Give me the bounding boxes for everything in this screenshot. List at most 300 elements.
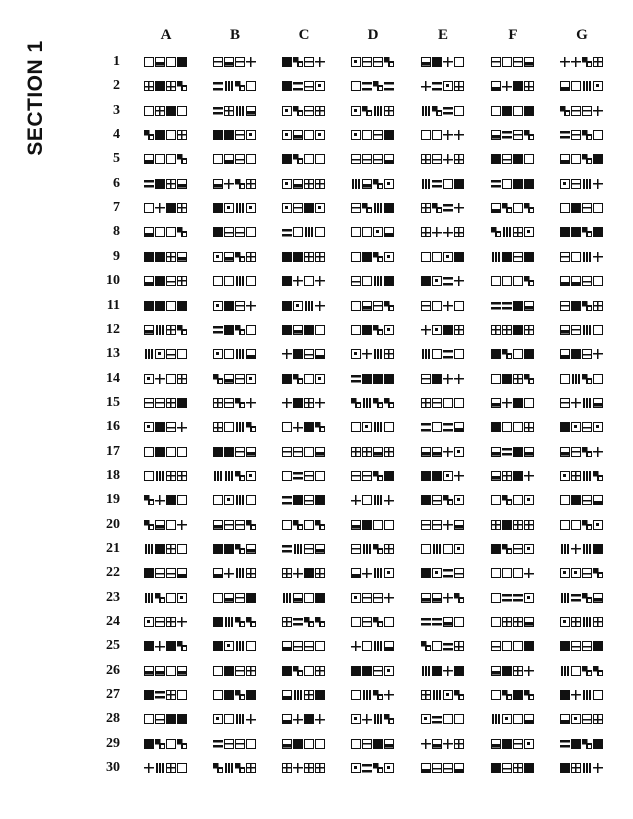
- filled-square-icon: [432, 471, 442, 481]
- dotted-box-icon: [560, 179, 570, 189]
- open-box-icon: [513, 203, 523, 213]
- open-box-icon: [304, 739, 314, 749]
- filled-square-icon: [362, 325, 372, 335]
- code-cell: [560, 494, 604, 506]
- plus-icon: [246, 57, 256, 67]
- hook-icon: [432, 203, 442, 213]
- code-cell: [213, 665, 257, 677]
- split-box-icon: [362, 154, 372, 164]
- triple-bar-icon: [144, 593, 154, 603]
- triple-bar-icon: [224, 763, 234, 773]
- code-cell: [491, 226, 535, 238]
- split-box-icon: [571, 325, 581, 335]
- code-cell: [491, 397, 535, 409]
- open-box-icon: [213, 690, 223, 700]
- hook-icon: [373, 81, 383, 91]
- double-bar-icon: [443, 422, 453, 432]
- plus-icon: [315, 276, 325, 286]
- triple-bar-icon: [373, 203, 383, 213]
- dotted-box-icon: [384, 666, 394, 676]
- bottom-filled-box-icon: [155, 57, 165, 67]
- filled-square-icon: [166, 714, 176, 724]
- hook-icon: [373, 179, 383, 189]
- hook-icon: [502, 495, 512, 505]
- code-cell: [144, 640, 188, 652]
- filled-square-icon: [282, 666, 292, 676]
- hook-icon: [373, 617, 383, 627]
- code-cell: [421, 738, 465, 750]
- dotted-box-icon: [351, 714, 361, 724]
- plus-icon: [443, 301, 453, 311]
- filled-square-icon: [282, 154, 292, 164]
- quartered-box-icon: [513, 666, 523, 676]
- filled-square-icon: [155, 179, 165, 189]
- filled-square-icon: [166, 203, 176, 213]
- filled-square-icon: [571, 301, 581, 311]
- triple-bar-icon: [373, 568, 383, 578]
- triple-bar-icon: [362, 690, 372, 700]
- code-cell: [421, 665, 465, 677]
- code-cell: [282, 640, 326, 652]
- dotted-box-icon: [384, 763, 394, 773]
- open-box-icon: [246, 154, 256, 164]
- hook-icon: [582, 301, 592, 311]
- bottom-filled-box-icon: [560, 81, 570, 91]
- quartered-box-icon: [524, 422, 534, 432]
- split-box-icon: [491, 57, 501, 67]
- triple-bar-icon: [235, 568, 245, 578]
- filled-square-icon: [144, 301, 154, 311]
- quartered-box-icon: [454, 641, 464, 651]
- bottom-filled-box-icon: [432, 447, 442, 457]
- dotted-box-icon: [351, 106, 361, 116]
- plus-icon: [362, 568, 372, 578]
- quartered-box-icon: [166, 398, 176, 408]
- split-box-icon: [582, 422, 592, 432]
- open-box-icon: [177, 495, 187, 505]
- code-cell: [351, 738, 395, 750]
- filled-square-icon: [282, 374, 292, 384]
- dotted-box-icon: [432, 276, 442, 286]
- triple-bar-icon: [582, 398, 592, 408]
- open-box-icon: [166, 447, 176, 457]
- quartered-box-icon: [282, 763, 292, 773]
- open-box-icon: [177, 763, 187, 773]
- open-box-icon: [166, 154, 176, 164]
- quartered-box-icon: [454, 739, 464, 749]
- hook-icon: [144, 520, 154, 530]
- plus-icon: [443, 666, 453, 676]
- quartered-box-icon: [315, 179, 325, 189]
- double-bar-icon: [502, 593, 512, 603]
- open-box-icon: [443, 714, 453, 724]
- code-cell: [421, 592, 465, 604]
- quartered-box-icon: [166, 179, 176, 189]
- filled-square-icon: [524, 763, 534, 773]
- code-cell: [282, 226, 326, 238]
- filled-square-icon: [513, 81, 523, 91]
- split-box-icon: [582, 714, 592, 724]
- row-number-9: 9: [113, 248, 120, 264]
- bottom-filled-box-icon: [155, 520, 165, 530]
- filled-square-icon: [384, 374, 394, 384]
- filled-square-icon: [524, 641, 534, 651]
- hook-icon: [235, 179, 245, 189]
- quartered-box-icon: [166, 81, 176, 91]
- open-box-icon: [177, 447, 187, 457]
- bottom-filled-box-icon: [246, 106, 256, 116]
- open-box-icon: [315, 641, 325, 651]
- triple-bar-icon: [155, 763, 165, 773]
- dotted-box-icon: [246, 130, 256, 140]
- open-box-icon: [593, 325, 603, 335]
- plus-icon: [443, 130, 453, 140]
- open-box-icon: [282, 422, 292, 432]
- hook-icon: [560, 106, 570, 116]
- split-box-icon: [235, 227, 245, 237]
- filled-square-icon: [560, 422, 570, 432]
- code-cell: [144, 519, 188, 531]
- filled-square-icon: [384, 276, 394, 286]
- dotted-box-icon: [593, 520, 603, 530]
- hook-icon: [593, 568, 603, 578]
- hook-icon: [491, 227, 501, 237]
- code-cell: [351, 129, 395, 141]
- split-box-icon: [235, 666, 245, 676]
- open-box-icon: [421, 544, 431, 554]
- hook-icon: [443, 495, 453, 505]
- open-box-icon: [571, 520, 581, 530]
- triple-bar-icon: [571, 374, 581, 384]
- split-box-icon: [582, 203, 592, 213]
- row-number-2: 2: [113, 78, 120, 94]
- filled-square-icon: [315, 593, 325, 603]
- split-box-icon: [432, 763, 442, 773]
- row-number-15: 15: [106, 394, 120, 410]
- code-cell: [282, 665, 326, 677]
- split-box-icon: [351, 471, 361, 481]
- code-cell: [421, 713, 465, 725]
- hook-icon: [454, 593, 464, 603]
- filled-square-icon: [282, 276, 292, 286]
- code-cell: [213, 251, 257, 263]
- code-cell: [491, 251, 535, 263]
- code-cell: [213, 324, 257, 336]
- triple-bar-icon: [235, 349, 245, 359]
- open-box-icon: [224, 714, 234, 724]
- code-cell: [351, 446, 395, 458]
- open-box-icon: [432, 641, 442, 651]
- plus-icon: [224, 568, 234, 578]
- open-box-icon: [502, 422, 512, 432]
- code-cell: [213, 348, 257, 360]
- open-box-icon: [282, 520, 292, 530]
- code-cell: [560, 713, 604, 725]
- plus-icon: [524, 568, 534, 578]
- plus-icon: [432, 227, 442, 237]
- quartered-box-icon: [571, 471, 581, 481]
- filled-square-icon: [513, 154, 523, 164]
- triple-bar-icon: [373, 276, 383, 286]
- bottom-filled-box-icon: [421, 447, 431, 457]
- filled-square-icon: [246, 593, 256, 603]
- filled-square-icon: [304, 203, 314, 213]
- row-number-22: 22: [106, 565, 120, 581]
- double-bar-icon: [443, 568, 453, 578]
- code-cell: [560, 519, 604, 531]
- dotted-box-icon: [315, 81, 325, 91]
- plus-icon: [571, 690, 581, 700]
- hook-icon: [315, 422, 325, 432]
- open-box-icon: [362, 641, 372, 651]
- bottom-filled-box-icon: [491, 471, 501, 481]
- filled-square-icon: [560, 227, 570, 237]
- open-box-icon: [213, 495, 223, 505]
- split-box-icon: [571, 447, 581, 457]
- quartered-box-icon: [362, 447, 372, 457]
- quartered-box-icon: [155, 106, 165, 116]
- split-box-icon: [571, 130, 581, 140]
- dotted-box-icon: [373, 227, 383, 237]
- row-number-1: 1: [113, 54, 120, 69]
- triple-bar-icon: [144, 544, 154, 554]
- code-cell: [144, 373, 188, 385]
- open-box-icon: [560, 203, 570, 213]
- quartered-box-icon: [421, 690, 431, 700]
- code-cell: [421, 153, 465, 165]
- hook-icon: [582, 593, 592, 603]
- double-bar-icon: [432, 714, 442, 724]
- split-box-icon: [224, 227, 234, 237]
- open-box-icon: [513, 349, 523, 359]
- hook-icon: [177, 154, 187, 164]
- split-box-icon: [571, 179, 581, 189]
- hook-icon: [293, 106, 303, 116]
- filled-square-icon: [513, 447, 523, 457]
- split-box-icon: [282, 447, 292, 457]
- split-box-icon: [293, 447, 303, 457]
- filled-square-icon: [155, 422, 165, 432]
- triple-bar-icon: [235, 276, 245, 286]
- dotted-box-icon: [155, 349, 165, 359]
- dotted-box-icon: [384, 252, 394, 262]
- filled-square-icon: [524, 252, 534, 262]
- quartered-box-icon: [304, 252, 314, 262]
- bottom-filled-box-icon: [144, 276, 154, 286]
- hook-icon: [524, 374, 534, 384]
- open-box-icon: [454, 349, 464, 359]
- filled-square-icon: [155, 81, 165, 91]
- triple-bar-icon: [582, 617, 592, 627]
- bottom-filled-box-icon: [421, 763, 431, 773]
- code-cell: [491, 421, 535, 433]
- code-cell: [282, 519, 326, 531]
- code-cell: [560, 616, 604, 628]
- open-box-icon: [432, 349, 442, 359]
- filled-square-icon: [304, 568, 314, 578]
- double-bar-icon: [571, 593, 581, 603]
- split-box-icon: [373, 154, 383, 164]
- plus-icon: [454, 130, 464, 140]
- code-cell: [213, 275, 257, 287]
- hook-icon: [213, 763, 223, 773]
- dotted-box-icon: [454, 495, 464, 505]
- filled-square-icon: [224, 447, 234, 457]
- plus-icon: [384, 690, 394, 700]
- code-cell: [282, 300, 326, 312]
- open-box-icon: [246, 227, 256, 237]
- double-bar-icon: [443, 641, 453, 651]
- code-cell: [213, 129, 257, 141]
- filled-square-icon: [571, 203, 581, 213]
- quartered-box-icon: [315, 763, 325, 773]
- dotted-box-icon: [524, 495, 534, 505]
- hook-icon: [373, 471, 383, 481]
- open-box-icon: [351, 81, 361, 91]
- dotted-box-icon: [593, 422, 603, 432]
- row-number-13: 13: [106, 346, 120, 362]
- bottom-filled-box-icon: [246, 544, 256, 554]
- triple-bar-icon: [582, 179, 592, 189]
- split-box-icon: [235, 447, 245, 457]
- code-cell: [351, 153, 395, 165]
- open-box-icon: [502, 57, 512, 67]
- split-box-icon: [502, 154, 512, 164]
- dotted-box-icon: [282, 130, 292, 140]
- hook-icon: [582, 520, 592, 530]
- quartered-box-icon: [571, 763, 581, 773]
- bottom-filled-box-icon: [224, 252, 234, 262]
- code-cell: [421, 421, 465, 433]
- open-box-icon: [513, 641, 523, 651]
- split-box-icon: [224, 739, 234, 749]
- quartered-box-icon: [166, 544, 176, 554]
- dotted-box-icon: [432, 568, 442, 578]
- bottom-filled-box-icon: [524, 57, 534, 67]
- code-cell: [351, 689, 395, 701]
- filled-square-icon: [373, 739, 383, 749]
- quartered-box-icon: [224, 106, 234, 116]
- dotted-box-icon: [560, 471, 570, 481]
- filled-square-icon: [155, 276, 165, 286]
- open-box-icon: [362, 495, 372, 505]
- code-cell: [421, 300, 465, 312]
- bottom-filled-box-icon: [177, 252, 187, 262]
- open-box-icon: [491, 690, 501, 700]
- code-cell: [491, 373, 535, 385]
- double-bar-icon: [502, 301, 512, 311]
- split-box-icon: [491, 641, 501, 651]
- quartered-box-icon: [513, 617, 523, 627]
- dotted-box-icon: [443, 690, 453, 700]
- code-cell: [213, 56, 257, 68]
- column-header-c: C: [298, 27, 310, 43]
- filled-square-icon: [362, 374, 372, 384]
- dotted-box-icon: [351, 57, 361, 67]
- double-bar-icon: [282, 495, 292, 505]
- dotted-box-icon: [384, 179, 394, 189]
- filled-square-icon: [593, 544, 603, 554]
- code-cell: [213, 446, 257, 458]
- code-cell: [421, 543, 465, 555]
- code-cell: [282, 616, 326, 628]
- open-box-icon: [491, 593, 501, 603]
- code-cell: [351, 202, 395, 214]
- filled-square-icon: [282, 81, 292, 91]
- plus-icon: [454, 276, 464, 286]
- double-bar-icon: [293, 617, 303, 627]
- hook-icon: [373, 544, 383, 554]
- plus-icon: [384, 593, 394, 603]
- open-box-icon: [421, 252, 431, 262]
- code-cell: [144, 494, 188, 506]
- plus-icon: [293, 763, 303, 773]
- split-box-icon: [224, 398, 234, 408]
- filled-square-icon: [144, 690, 154, 700]
- open-box-icon: [246, 495, 256, 505]
- triple-bar-icon: [224, 81, 234, 91]
- hook-icon: [362, 106, 372, 116]
- code-cell: [351, 226, 395, 238]
- open-box-icon: [213, 154, 223, 164]
- code-cell: [560, 251, 604, 263]
- split-box-icon: [373, 130, 383, 140]
- triple-bar-icon: [235, 422, 245, 432]
- open-box-icon: [304, 447, 314, 457]
- split-box-icon: [351, 276, 361, 286]
- open-box-icon: [593, 130, 603, 140]
- filled-square-icon: [177, 398, 187, 408]
- filled-square-icon: [224, 666, 234, 676]
- row-number-5: 5: [113, 151, 120, 167]
- open-box-icon: [224, 349, 234, 359]
- code-cell: [351, 543, 395, 555]
- code-cell: [421, 640, 465, 652]
- code-cell: [213, 202, 257, 214]
- triple-bar-icon: [155, 471, 165, 481]
- code-cell: [421, 397, 465, 409]
- code-cell: [213, 300, 257, 312]
- open-box-icon: [166, 130, 176, 140]
- plus-icon: [351, 641, 361, 651]
- code-cell: [491, 713, 535, 725]
- code-cell: [351, 519, 395, 531]
- filled-square-icon: [351, 666, 361, 676]
- hook-icon: [293, 374, 303, 384]
- dotted-box-icon: [246, 471, 256, 481]
- code-cell: [213, 373, 257, 385]
- code-cell: [421, 494, 465, 506]
- code-cell: [144, 713, 188, 725]
- filled-square-icon: [293, 349, 303, 359]
- double-bar-icon: [502, 130, 512, 140]
- triple-bar-icon: [373, 714, 383, 724]
- quartered-box-icon: [246, 763, 256, 773]
- filled-square-icon: [502, 666, 512, 676]
- code-cell: [144, 178, 188, 190]
- code-cell: [144, 567, 188, 579]
- filled-square-icon: [213, 227, 223, 237]
- row-number-7: 7: [113, 200, 120, 216]
- dotted-box-icon: [246, 203, 256, 213]
- split-box-icon: [582, 106, 592, 116]
- split-box-icon: [513, 544, 523, 554]
- open-box-icon: [246, 325, 256, 335]
- hook-icon: [582, 374, 592, 384]
- plus-icon: [443, 593, 453, 603]
- triple-bar-icon: [155, 325, 165, 335]
- plus-icon: [571, 57, 581, 67]
